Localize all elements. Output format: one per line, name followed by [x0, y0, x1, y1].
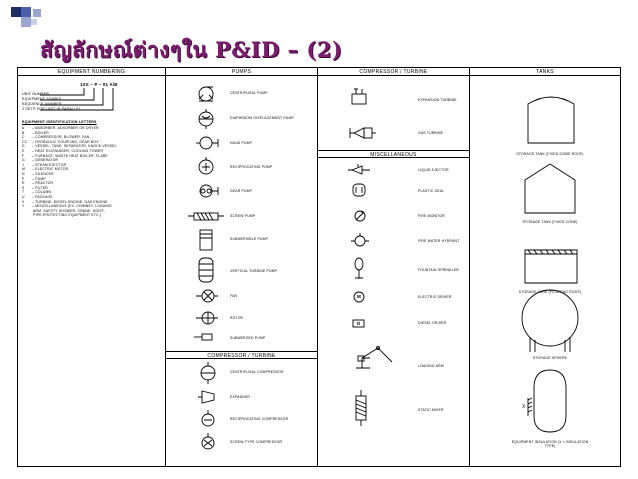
accent-square-4: [21, 17, 31, 27]
letter-desc: – FURNACE, WASTE HEAT BOILER, FLARE: [32, 153, 108, 158]
dome-roof-tank-icon: [528, 97, 574, 143]
letters-header: EQUIPMENT IDENTIFICATION LETTERS: [22, 120, 97, 124]
letter-row: [22, 158, 58, 162]
electric-driver-letter: M: [357, 294, 361, 299]
insulated-equipment-icon: [528, 370, 566, 432]
letter-row: [22, 167, 68, 171]
misc-label: FIRE WATER HYDRANT: [418, 239, 460, 243]
letter-code: B: [22, 130, 25, 135]
letter-desc: – PACKAGE: [32, 195, 53, 199]
letter-desc: – VESSEL, TANK, SEPARATOR, KNOCK VESSEL: [32, 144, 117, 149]
letter-row: [22, 163, 66, 167]
tank-label: STORAGE TANK (FLOATING ROOF): [518, 290, 582, 294]
letter-row: [22, 140, 99, 144]
tanks-header: TANKS: [470, 68, 620, 76]
misc-label: LOADING ARM: [418, 364, 444, 368]
letter-row: [22, 190, 51, 194]
letter-desc: – TURBINE, DIESEL ENGINE, GAS ENGINE: [32, 199, 108, 204]
letter-code: C: [22, 135, 25, 140]
letter-code: CC: [22, 139, 28, 144]
tank-symbols: [470, 68, 622, 468]
pump-label: DIAPHRAGM DISPLACEMENT PUMP: [230, 116, 294, 120]
static-mixer-icon: [356, 390, 366, 426]
letter-desc: – SILENCER: [32, 172, 54, 176]
letter-code: P: [22, 176, 25, 181]
pump-label: HAND PUMP: [230, 141, 253, 145]
pump-label: ROTOR: [230, 316, 244, 320]
column-pumps: [166, 68, 318, 466]
column-tanks: [470, 68, 620, 466]
compressor-header: COMPRESSOR / TURBINE: [318, 68, 469, 76]
equipment-symbol-label: EQUIPMENT SYMBOL: [22, 97, 63, 101]
compressor-label: RECIPROCATING COMPRESSOR: [230, 417, 289, 421]
letter-row: [22, 213, 101, 217]
pump-label: SUBMERSIBLE PUMP: [230, 237, 269, 241]
letter-code: S: [22, 185, 25, 190]
pump-label: SCREW PUMP: [230, 214, 256, 218]
letter-desc: – ABSORBER, ADSORBER OR DRYER: [32, 126, 99, 130]
misc-label: DIESEL DRIVER: [418, 321, 447, 325]
letter-row: [22, 135, 89, 139]
floating-roof-tank-icon: [525, 250, 577, 283]
letter-desc: – COMPRESSOR, BLOWER, FAN: [32, 135, 90, 140]
unit-number-label: UNIT NUMBER: [22, 92, 50, 96]
slide-title: สัญลักษณ์ต่างๆใน P&ID – (2): [40, 37, 343, 62]
fire-monitor-icon: [355, 211, 365, 221]
misc-label: ELECTRIC DRIVER: [418, 295, 452, 299]
letter-desc: – BOILER: [32, 130, 49, 135]
pump-comp-header: COMPRESSOR / TURBINE: [166, 351, 317, 359]
misc-header: MISCELLANEOUS: [318, 150, 469, 158]
letter-row: [22, 144, 117, 148]
fountain-sprinkler-icon: [355, 258, 363, 278]
letter-desc: ARM, SAFETY SHOWER, CRANE, HOIST,: [32, 208, 105, 213]
tank-label: STORAGE SPHERE: [532, 356, 568, 360]
letter-desc: – HYDRAULIC COUPLING, GEAR BOX: [32, 139, 99, 144]
compressor-label: CENTRIFUGAL COMPRESSOR: [230, 370, 284, 374]
letter-row: [22, 186, 48, 190]
letter-desc: – PUMP: [32, 176, 46, 181]
screw-compressor-icon: [202, 433, 214, 449]
letter-code: N: [22, 172, 25, 176]
pump-label: RECIPROCATING PUMP: [230, 165, 273, 169]
misc-label: LIQUID EJECTOR: [418, 168, 449, 172]
two-sets-label: 2 SETS FOR UNIT IN PARALLEL: [22, 107, 82, 111]
letter-row: [22, 126, 99, 130]
reciprocating-compressor-icon: [202, 410, 214, 426]
letter-code: M: [22, 167, 26, 172]
letter-row: [22, 149, 103, 153]
compressor-symbols: [166, 68, 318, 468]
turbine-label: GAS TURBINE: [418, 131, 444, 135]
misc-label: FOUNTAIN SPRINKLER: [418, 268, 459, 272]
letter-code: A: [22, 126, 25, 130]
letter-desc: – GENERATOR: [32, 158, 59, 163]
letter-desc: – ELECTRIC MOTOR: [32, 167, 69, 172]
compressor-label: EXPANDER: [230, 395, 251, 399]
sequence-number-label: SEQUENCE NUMBER: [22, 102, 62, 106]
turbine-label: EXPANSION TURBINE: [418, 98, 457, 102]
storage-sphere-icon: [522, 290, 578, 352]
letter-code: F: [22, 153, 25, 158]
letter-code: T: [22, 190, 25, 195]
letter-code: D: [22, 144, 25, 149]
letter-desc: PIPE-PROTECTING EQUIPMENT ETC.): [32, 213, 102, 218]
letter-desc: – COLUMN: [32, 190, 52, 195]
cone-roof-tank-icon: [525, 164, 575, 213]
letter-row: [22, 204, 112, 208]
letter-row: [22, 172, 54, 176]
pumps-header: PUMPS: [166, 68, 317, 76]
pid-legend-sheet: [17, 67, 621, 467]
letter-code: Y: [22, 204, 25, 209]
tank-label: STORAGE TANK (FIXED CONE): [522, 220, 578, 224]
column-equipment-numbering: [18, 68, 166, 466]
pump-label: GEAR PUMP: [230, 189, 253, 193]
pump-label: CENTRIFUGAL PUMP: [230, 91, 268, 95]
letter-code: E: [22, 149, 25, 153]
column-compressor-misc: [318, 68, 470, 466]
misc-label: FIRE MONITOR: [418, 214, 446, 218]
misc-label: STATIC MIXER: [418, 408, 444, 412]
letter-row: [22, 195, 53, 199]
compressor-label: SCREW-TYPE COMPRESSOR: [230, 440, 283, 444]
letter-row: [22, 209, 105, 213]
letter-row: [22, 177, 46, 181]
letter-row: [22, 154, 108, 158]
letter-code: R: [22, 181, 25, 186]
numbering-example: 1XX – P – 01 A/B: [80, 82, 118, 87]
letter-code: J: [22, 162, 24, 167]
plastic-seal-icon: [353, 184, 365, 196]
letter-row: [22, 181, 53, 185]
letter-desc: – FILTER: [32, 185, 48, 190]
accent-square-2: [21, 7, 31, 17]
equipment-numbering-header: EQUIPMENT NUMBERING: [18, 68, 165, 76]
tank-label: STORAGE TANK (FIXED DOME ROOF): [516, 152, 584, 156]
letter-desc: – MISCELLANEOUS (EX. CHIMNEY, LOADING: [32, 204, 112, 209]
pump-label: FAN: [230, 294, 238, 298]
insulation-mark: X: [522, 404, 526, 410]
accent-square-5: [31, 19, 37, 25]
letter-code: X: [22, 199, 25, 204]
tank-label: EQUIPMENT INSULATION (X = INSULATION TYPE): [511, 440, 589, 448]
letter-code: G: [22, 158, 25, 163]
letter-row: [22, 200, 108, 204]
liquid-ejector-icon: [348, 164, 370, 174]
letter-desc: – HEAT EXCHANGER, COOLING TOWER: [32, 149, 104, 153]
diesel-driver-letter: D: [357, 321, 361, 326]
loading-arm-icon: [356, 347, 392, 369]
fire-hydrant-icon: [351, 233, 369, 246]
letter-desc: – REACTOR: [32, 181, 54, 186]
letter-desc: – STEAM EJECTOR: [32, 162, 67, 167]
letter-code: U: [22, 195, 25, 199]
letter-row: [22, 131, 49, 135]
pump-label: VERTICAL TURBINE PUMP: [230, 269, 278, 273]
misc-label: PLASTIC SEAL: [418, 189, 445, 193]
expander-icon: [198, 391, 214, 403]
pump-label: SUBMERGED PUMP: [230, 336, 266, 340]
accent-square-1: [11, 7, 21, 17]
centrifugal-compressor-icon: [201, 362, 215, 384]
accent-square-3: [33, 9, 41, 17]
